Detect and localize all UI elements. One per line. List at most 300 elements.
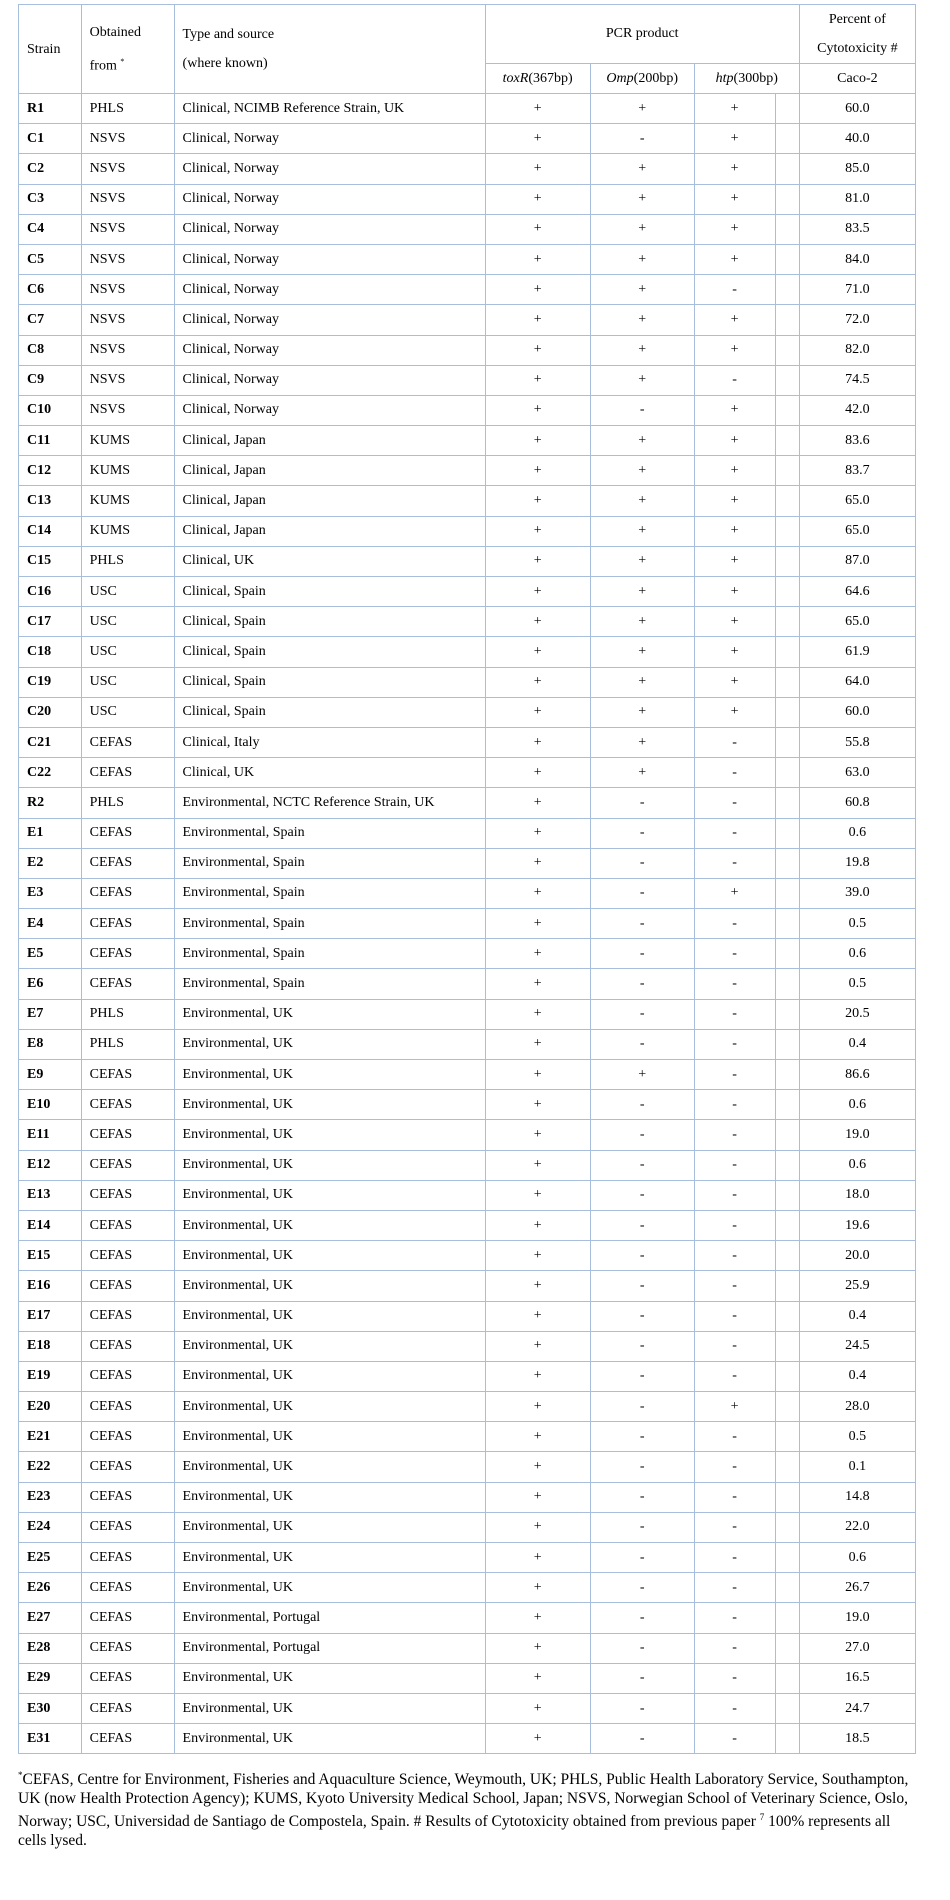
htp-cell: - [694,1724,775,1754]
htp-cell: - [694,1301,775,1331]
htp-cell: + [694,486,775,516]
omp-cell: + [590,758,694,788]
type-source-cell: Clinical, UK [174,546,485,576]
htp-cell: + [694,546,775,576]
header-row [19,5,916,64]
omp-cell: + [590,486,694,516]
cytotoxicity-cell: 0.6 [799,1150,915,1180]
strain-cell: C14 [19,516,82,546]
toxr-cell: + [485,969,590,999]
obtained-from-cell: CEFAS [81,1422,174,1452]
htp-cell: + [694,456,775,486]
toxr-cell: + [485,1482,590,1512]
toxr-cell: + [485,1331,590,1361]
htp-cell: - [694,727,775,757]
strain-cell: C13 [19,486,82,516]
obtained-from-cell: PHLS [81,788,174,818]
omp-cell: + [590,637,694,667]
omp-cell: + [590,275,694,305]
obtained-from-cell: NSVS [81,214,174,244]
obtained-from-cell: CEFAS [81,1603,174,1633]
table-row [19,456,916,486]
strain-cell: E15 [19,1241,82,1271]
strain-cell: E4 [19,909,82,939]
spacer-cell [775,214,799,244]
table-row [19,727,916,757]
strain-cell: C22 [19,758,82,788]
obtained-from-cell: CEFAS [81,1301,174,1331]
footnote-marker: * [18,1770,23,1780]
htp-cell: + [694,667,775,697]
omp-cell: + [590,305,694,335]
type-source-cell: Environmental, UK [174,1331,485,1361]
spacer-cell [775,305,799,335]
footnote-ref: 7 [759,1812,765,1823]
obtained-from-cell: NSVS [81,184,174,214]
toxr-cell: + [485,727,590,757]
spacer-cell [775,184,799,214]
type-source-cell: Environmental, UK [174,999,485,1029]
spacer-cell [775,426,799,456]
type-source-cell: Clinical, Norway [174,184,485,214]
omp-cell: - [590,1392,694,1422]
strain-cell: E13 [19,1180,82,1210]
toxr-cell: + [485,184,590,214]
htp-cell: + [694,637,775,667]
obtained-from-cell: CEFAS [81,1361,174,1391]
obtained-from-cell: CEFAS [81,969,174,999]
cytotoxicity-cell: 65.0 [799,486,915,516]
obtained-from-cell: CEFAS [81,1090,174,1120]
table-row [19,546,916,576]
omp-cell: - [590,1150,694,1180]
cytotoxicity-cell: 22.0 [799,1512,915,1542]
table-row [19,244,916,274]
type-source-cell: Clinical, Japan [174,456,485,486]
toxr-cell: + [485,335,590,365]
obtained-from-cell: NSVS [81,365,174,395]
strain-cell: C15 [19,546,82,576]
spacer-cell [775,244,799,274]
htp-cell: - [694,1271,775,1301]
toxr-cell: + [485,697,590,727]
type-source-cell: Clinical, Norway [174,214,485,244]
cytotoxicity-cell: 39.0 [799,878,915,908]
htp-cell: + [694,244,775,274]
omp-cell: - [590,1663,694,1693]
omp-cell: - [590,1241,694,1271]
toxr-cell: + [485,154,590,184]
obtained-from-cell: CEFAS [81,1543,174,1573]
htp-cell: + [694,426,775,456]
obtained-from-cell: NSVS [81,395,174,425]
htp-cell: + [694,577,775,607]
header-pcr-product: PCR product [485,5,799,64]
cytotoxicity-cell: 63.0 [799,758,915,788]
table-row [19,1180,916,1210]
toxr-cell: + [485,1392,590,1422]
toxr-cell: + [485,1120,590,1150]
table-row [19,1512,916,1542]
omp-cell: + [590,94,694,124]
table-row [19,305,916,335]
strain-cell: C21 [19,727,82,757]
obtained-from-cell: NSVS [81,154,174,184]
omp-cell: - [590,909,694,939]
htp-cell: + [694,124,775,154]
table-row [19,1210,916,1240]
obtained-from-cell: CEFAS [81,1693,174,1723]
spacer-cell [775,577,799,607]
omp-cell: - [590,1210,694,1240]
table-row [19,94,916,124]
obtained-from-cell: PHLS [81,546,174,576]
table-row [19,1150,916,1180]
table-row [19,788,916,818]
toxr-cell: + [485,1512,590,1542]
type-source-cell: Environmental, NCTC Reference Strain, UK [174,788,485,818]
spacer-cell [775,1603,799,1633]
omp-cell: + [590,154,694,184]
cytotoxicity-cell: 64.6 [799,577,915,607]
strain-cell: C10 [19,395,82,425]
toxr-cell: + [485,1543,590,1573]
cytotoxicity-cell: 87.0 [799,546,915,576]
toxr-cell: + [485,758,590,788]
spacer-cell [775,1090,799,1120]
table-row [19,1090,916,1120]
toxr-cell: + [485,1663,590,1693]
cytotoxicity-cell: 0.1 [799,1452,915,1482]
toxr-cell: + [485,1150,590,1180]
omp-cell: + [590,456,694,486]
toxr-cell: + [485,1301,590,1331]
htp-cell: + [694,1392,775,1422]
htp-cell: - [694,1060,775,1090]
cytotoxicity-cell: 14.8 [799,1482,915,1512]
type-source-cell: Environmental, Portugal [174,1633,485,1663]
spacer-cell [775,1724,799,1754]
htp-cell: - [694,1633,775,1663]
obtained-from-cell: USC [81,637,174,667]
type-source-cell: Environmental, UK [174,1573,485,1603]
obtained-from-cell: CEFAS [81,1120,174,1150]
htp-cell: + [694,94,775,124]
htp-cell: + [694,335,775,365]
omp-cell: - [590,939,694,969]
toxr-cell: + [485,1603,590,1633]
table-row [19,1241,916,1271]
obtained-from-cell: USC [81,667,174,697]
toxr-cell: + [485,1361,590,1391]
strain-cell: E18 [19,1331,82,1361]
toxr-cell: + [485,426,590,456]
obtained-from-cell: CEFAS [81,1663,174,1693]
header-htp: htp(300bp) [694,64,799,94]
table-row [19,1603,916,1633]
cytotoxicity-cell: 83.7 [799,456,915,486]
type-source-cell: Environmental, UK [174,1543,485,1573]
strain-cell: E8 [19,1029,82,1059]
cytotoxicity-cell: 61.9 [799,637,915,667]
spacer-cell [775,1241,799,1271]
table-row [19,1301,916,1331]
htp-cell: - [694,788,775,818]
htp-cell: - [694,1422,775,1452]
htp-cell: - [694,1180,775,1210]
footnote-text-end: 100% represents all cells lysed. [18,1813,891,1850]
obtained-from-cell: USC [81,697,174,727]
strain-cell: C12 [19,456,82,486]
obtained-from-cell: CEFAS [81,1150,174,1180]
spacer-cell [775,969,799,999]
strain-cell: E29 [19,1663,82,1693]
cytotoxicity-cell: 16.5 [799,1663,915,1693]
cytotoxicity-cell: 40.0 [799,124,915,154]
footnote-marker: * [120,56,125,66]
htp-cell: + [694,607,775,637]
spacer-cell [775,1150,799,1180]
table-row [19,486,916,516]
table-row [19,335,916,365]
spacer-cell [775,94,799,124]
toxr-cell: + [485,516,590,546]
type-source-cell: Clinical, Norway [174,335,485,365]
obtained-from-cell: KUMS [81,426,174,456]
obtained-from-cell: CEFAS [81,1392,174,1422]
spacer-cell [775,1210,799,1240]
obtained-from-cell: KUMS [81,486,174,516]
omp-cell: - [590,818,694,848]
table-row [19,124,916,154]
cytotoxicity-cell: 24.7 [799,1693,915,1723]
cytotoxicity-cell: 42.0 [799,395,915,425]
omp-cell: + [590,244,694,274]
omp-cell: + [590,577,694,607]
omp-cell: - [590,1482,694,1512]
htp-cell: - [694,1452,775,1482]
strain-cell: E30 [19,1693,82,1723]
obtained-from-cell: NSVS [81,124,174,154]
strain-cell: C5 [19,244,82,274]
strain-cell: E23 [19,1482,82,1512]
cytotoxicity-cell: 84.0 [799,244,915,274]
obtained-from-cell: CEFAS [81,727,174,757]
toxr-cell: + [485,124,590,154]
table-row [19,516,916,546]
cytotoxicity-cell: 65.0 [799,607,915,637]
obtained-from-cell: CEFAS [81,1633,174,1663]
spacer-cell [775,486,799,516]
toxr-cell: + [485,999,590,1029]
htp-cell: - [694,1663,775,1693]
htp-cell: - [694,1361,775,1391]
spacer-cell [775,909,799,939]
obtained-from-cell: KUMS [81,456,174,486]
obtained-from-cell: CEFAS [81,818,174,848]
omp-cell: + [590,667,694,697]
toxr-cell: + [485,1271,590,1301]
strain-cell: E25 [19,1543,82,1573]
strain-cell: E24 [19,1512,82,1542]
cytotoxicity-cell: 71.0 [799,275,915,305]
type-source-cell: Clinical, Italy [174,727,485,757]
cytotoxicity-cell: 65.0 [799,516,915,546]
strain-cell: C3 [19,184,82,214]
type-source-cell: Environmental, UK [174,1210,485,1240]
omp-cell: + [590,1060,694,1090]
omp-cell: - [590,1180,694,1210]
toxr-cell: + [485,1422,590,1452]
obtained-from-cell: CEFAS [81,1331,174,1361]
spacer-cell [775,365,799,395]
strain-cell: E12 [19,1150,82,1180]
cytotoxicity-cell: 24.5 [799,1331,915,1361]
type-source-cell: Environmental, UK [174,1392,485,1422]
type-source-cell: Clinical, Spain [174,697,485,727]
type-source-cell: Environmental, Spain [174,909,485,939]
strain-cell: C2 [19,154,82,184]
cytotoxicity-cell: 85.0 [799,154,915,184]
type-source-cell: Environmental, Spain [174,818,485,848]
htp-cell: - [694,1573,775,1603]
table-row [19,214,916,244]
table-row [19,1693,916,1723]
spacer-cell [775,1693,799,1723]
htp-cell: + [694,214,775,244]
spacer-cell [775,939,799,969]
omp-cell: - [590,999,694,1029]
strain-cell: E17 [19,1301,82,1331]
strain-cell: E31 [19,1724,82,1754]
toxr-cell: + [485,788,590,818]
omp-cell: + [590,516,694,546]
omp-cell: - [590,395,694,425]
spacer-cell [775,1029,799,1059]
toxr-cell: + [485,1724,590,1754]
cytotoxicity-cell: 28.0 [799,1392,915,1422]
type-source-cell: Environmental, UK [174,1301,485,1331]
table-row [19,1663,916,1693]
toxr-cell: + [485,1180,590,1210]
cytotoxicity-cell: 86.6 [799,1060,915,1090]
toxr-cell: + [485,1060,590,1090]
type-source-cell: Environmental, UK [174,1482,485,1512]
table-row [19,969,916,999]
omp-cell: + [590,184,694,214]
cytotoxicity-cell: 60.8 [799,788,915,818]
table-row [19,1724,916,1754]
omp-cell: - [590,1029,694,1059]
table-row [19,1392,916,1422]
spacer-cell [775,1573,799,1603]
spacer-cell [775,154,799,184]
omp-cell: + [590,335,694,365]
toxr-cell: + [485,305,590,335]
omp-cell: - [590,1090,694,1120]
cytotoxicity-cell: 81.0 [799,184,915,214]
spacer-cell [775,456,799,486]
strain-cell: E10 [19,1090,82,1120]
obtained-from-cell: USC [81,607,174,637]
toxr-cell: + [485,486,590,516]
type-source-cell: Environmental, UK [174,1180,485,1210]
table-row [19,577,916,607]
spacer-cell [775,1452,799,1482]
table-row [19,697,916,727]
toxr-cell: + [485,244,590,274]
htp-cell: - [694,939,775,969]
omp-cell: - [590,878,694,908]
toxr-cell: + [485,1029,590,1059]
strain-cell: E9 [19,1060,82,1090]
type-source-cell: Clinical, Japan [174,426,485,456]
type-source-cell: Environmental, UK [174,1029,485,1059]
spacer-cell [775,697,799,727]
spacer-cell [775,1271,799,1301]
type-source-cell: Environmental, Portugal [174,1603,485,1633]
cytotoxicity-cell: 19.0 [799,1120,915,1150]
spacer-cell [775,667,799,697]
strain-cell: R1 [19,94,82,124]
footnote [18,1766,920,1850]
cytotoxicity-cell: 72.0 [799,305,915,335]
omp-cell: - [590,1452,694,1482]
spacer-cell [775,788,799,818]
obtained-from-cell: PHLS [81,1029,174,1059]
htp-cell: - [694,1512,775,1542]
type-source-cell: Clinical, UK [174,758,485,788]
omp-cell: - [590,1573,694,1603]
header-type-source: Type and source (where known) [174,5,485,94]
toxr-cell: + [485,546,590,576]
htp-cell: - [694,1150,775,1180]
cytotoxicity-cell: 82.0 [799,335,915,365]
omp-cell: - [590,1422,694,1452]
htp-cell: - [694,275,775,305]
omp-cell: - [590,788,694,818]
omp-cell: - [590,848,694,878]
toxr-cell: + [485,1693,590,1723]
toxr-cell: + [485,94,590,124]
spacer-cell [775,1543,799,1573]
htp-cell: - [694,818,775,848]
type-source-cell: Environmental, UK [174,1090,485,1120]
table-row [19,1271,916,1301]
htp-cell: - [694,1210,775,1240]
obtained-from-cell: CEFAS [81,1482,174,1512]
type-source-cell: Clinical, Spain [174,607,485,637]
cytotoxicity-cell: 83.6 [799,426,915,456]
type-source-cell: Clinical, Spain [174,637,485,667]
spacer-cell [775,124,799,154]
type-source-cell: Environmental, UK [174,1271,485,1301]
toxr-cell: + [485,395,590,425]
table-row [19,1452,916,1482]
table-row [19,999,916,1029]
toxr-cell: + [485,1090,590,1120]
table-row [19,878,916,908]
omp-cell: - [590,1724,694,1754]
omp-cell: - [590,1603,694,1633]
cytotoxicity-cell: 60.0 [799,697,915,727]
table-row [19,275,916,305]
toxr-cell: + [485,214,590,244]
strain-cell: C11 [19,426,82,456]
cytotoxicity-cell: 27.0 [799,1633,915,1663]
table-row [19,637,916,667]
type-source-cell: Clinical, Norway [174,154,485,184]
